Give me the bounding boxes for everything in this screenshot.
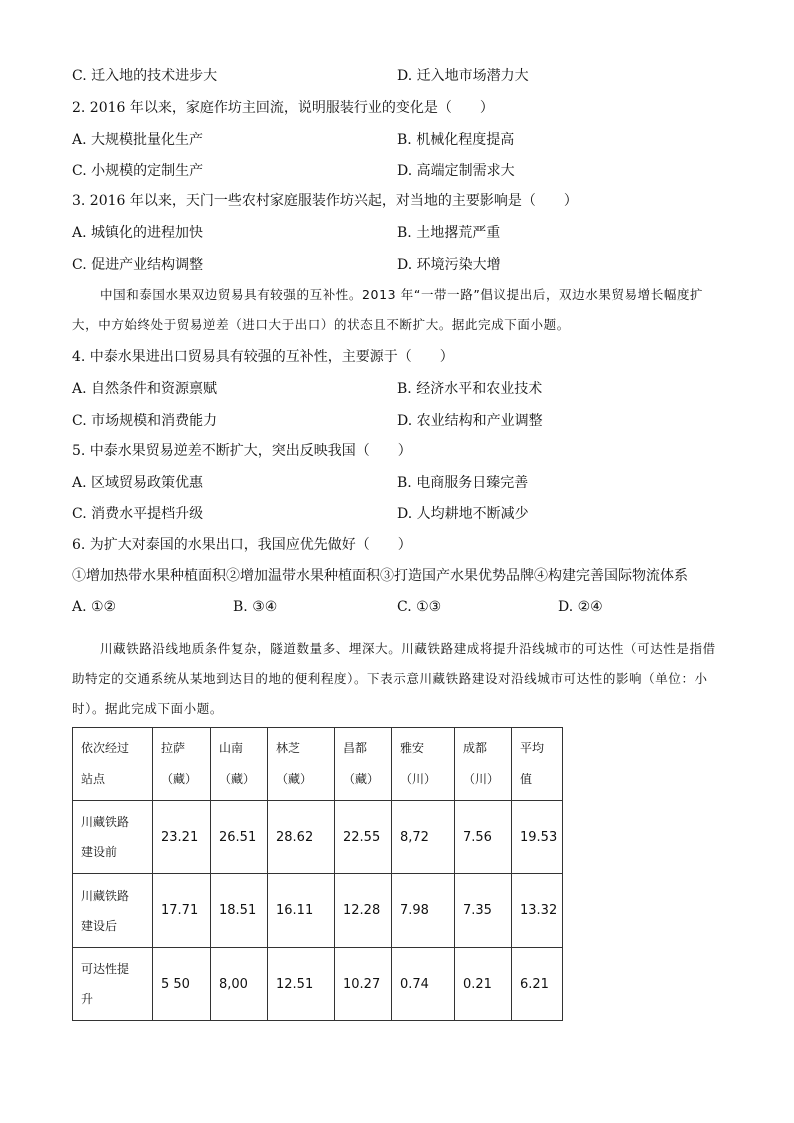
table-cell: 19.53 [512, 801, 563, 874]
table-header-row [73, 728, 563, 801]
q4-option-b: B. 经济水平和农业技术 [397, 381, 543, 397]
header-yaan: 雅安 （川） [392, 728, 455, 801]
passage-sichuan-tibet-railway: 川藏铁路沿线地质条件复杂，隧道数量多、埋深大。川藏铁路建成将提升沿线城市的可达性（可达性是指借助特定的交通系统从某地到达目的地的便利程度）。下表示意川藏铁路建设对沿线城市可达性的影响（单位：小时）。据此完成下面小题。 [72, 641, 716, 716]
table-cell: 18.51 [211, 874, 268, 948]
table-cell: 7.35 [455, 874, 512, 948]
table-cell: 8,72 [392, 801, 455, 874]
table-row [73, 801, 563, 874]
table-row [73, 874, 563, 948]
q4-stem: 4. 中泰水果进出口贸易具有较强的互补性，主要源于（ ） [72, 349, 454, 365]
q3-stem: 3. 2016 年以来，天门一些农村家庭服装作坊兴起，对当地的主要影响是（ ） [72, 193, 578, 209]
q5-option-d: D. 人均耕地不断减少 [397, 506, 529, 522]
q3-option-a: A. 城镇化的进程加快 [72, 225, 204, 241]
table-cell: 22.55 [335, 801, 392, 874]
q6-option-c: C. ①③ [397, 599, 442, 615]
table-cell: 12.28 [335, 874, 392, 948]
header-shannan: 山南 （藏） [211, 728, 268, 801]
table-cell: 6.21 [512, 948, 563, 1021]
header-chengdu: 成都 （川） [455, 728, 512, 801]
q2-option-a: A. 大规模批量化生产 [72, 132, 204, 148]
table-cell: 0.21 [455, 948, 512, 1021]
q5-stem: 5. 中泰水果贸易逆差不断扩大，突出反映我国（ ） [72, 443, 412, 459]
table-cell: 8,00 [211, 948, 268, 1021]
q2-option-d: D. 高端定制需求大 [397, 163, 515, 179]
table-cell: 10.27 [335, 948, 392, 1021]
table-cell: 7.98 [392, 874, 455, 948]
q2-option-b: B. 机械化程度提高 [397, 132, 515, 148]
table-cell: 0.74 [392, 948, 455, 1021]
q6-option-a: A. ①② [72, 599, 117, 615]
table-cell: 17.71 [153, 874, 211, 948]
header-qamdo: 昌都 （藏） [335, 728, 392, 801]
table-cell: 28.62 [268, 801, 335, 874]
table-corner-cell: 依次经过 站点 [73, 728, 153, 801]
q1-option-d: D. 迁入地市场潜力大 [397, 68, 529, 84]
q2-stem: 2. 2016 年以来，家庭作坊主回流，说明服装行业的变化是（ ） [72, 100, 494, 116]
header-average: 平均 值 [512, 728, 563, 801]
row-label-after: 川藏铁路 建设后 [73, 874, 153, 948]
q6-stem: 6. 为扩大对泰国的水果出口，我国应优先做好（ ） [72, 537, 412, 553]
header-nyingchi: 林芝 （藏） [268, 728, 335, 801]
table-cell: 12.51 [268, 948, 335, 1021]
q3-option-d: D. 环境污染大增 [397, 257, 501, 273]
passage-china-thailand-fruit: 中国和泰国水果双边贸易具有较强的互补性。2013 年“一带一路”倡议提出后，双边水果贸易增长幅度扩大，中方始终处于贸易逆差（进口大于出口）的状态且不断扩大。据此完成下面小题。 [72, 287, 704, 332]
table-row [73, 948, 563, 1021]
row-label-before: 川藏铁路 建设前 [73, 801, 153, 874]
q6-items: ①增加热带水果种植面积②增加温带水果种植面积③打造国产水果优势品牌④构建完善国际物流体系 [72, 568, 688, 584]
table-cell: 26.51 [211, 801, 268, 874]
q4-option-d: D. 农业结构和产业调整 [397, 413, 543, 429]
q5-option-c: C. 消费水平提档升级 [72, 506, 204, 522]
q6-option-b: B. ③④ [233, 599, 278, 615]
accessibility-table [72, 727, 563, 1021]
row-label-improvement: 可达性提 升 [73, 948, 153, 1021]
table-cell: 7.56 [455, 801, 512, 874]
q1-option-c: C. 迁入地的技术进步大 [72, 68, 218, 84]
header-lhasa: 拉萨 （藏） [153, 728, 211, 801]
q6-option-d: D. ②④ [558, 599, 603, 615]
q4-option-c: C. 市场规模和消费能力 [72, 413, 218, 429]
q3-option-c: C. 促进产业结构调整 [72, 257, 204, 273]
q5-option-b: B. 电商服务日臻完善 [397, 475, 529, 491]
table-cell: 23.21 [153, 801, 211, 874]
table-cell: 16.11 [268, 874, 335, 948]
table-cell: 13.32 [512, 874, 563, 948]
q2-option-c: C. 小规模的定制生产 [72, 163, 204, 179]
q4-option-a: A. 自然条件和资源禀赋 [72, 381, 218, 397]
q3-option-b: B. 土地撂荒严重 [397, 225, 501, 241]
q5-option-a: A. 区域贸易政策优惠 [72, 475, 204, 491]
table-cell: 5 50 [153, 948, 211, 1021]
